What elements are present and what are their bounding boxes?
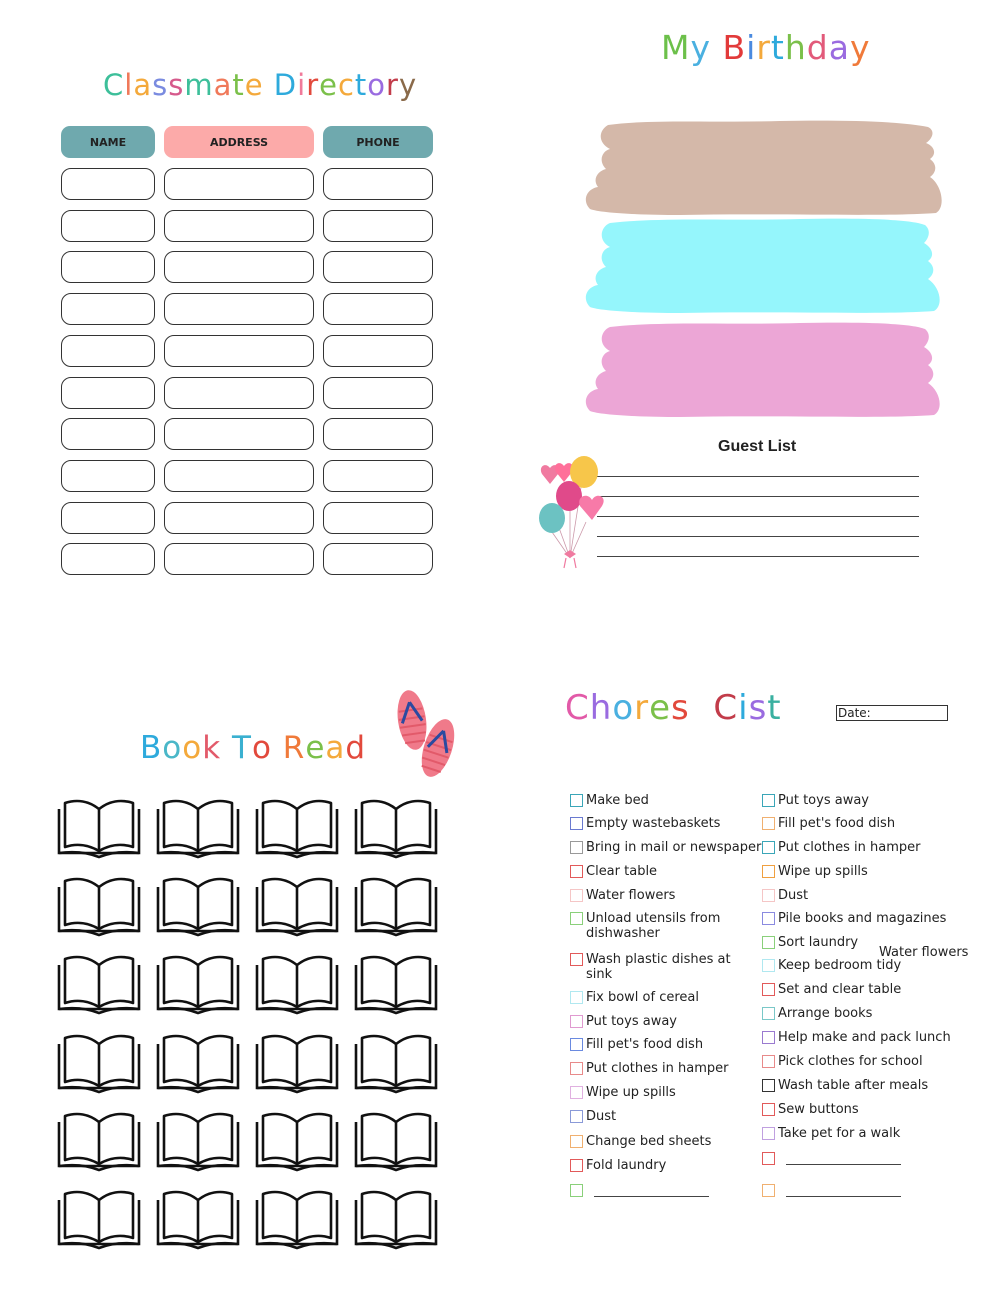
chore-checkbox[interactable] [762,794,775,807]
chore-checkbox[interactable] [570,865,583,878]
address-cell[interactable] [164,335,314,367]
chore-checkbox[interactable] [762,1152,775,1165]
open-book-icon[interactable] [154,797,242,859]
chore-label: Put toys away [778,793,869,808]
phone-cell[interactable] [323,502,433,534]
title-letter: B [722,28,747,67]
name-cell[interactable] [61,377,155,409]
title-letter: s [671,688,690,728]
chore-label: Pile books and magazines [778,911,947,926]
chore-label: Set and clear table [778,982,902,997]
flip-flops-icon [394,688,462,784]
title-letter: a [133,68,153,102]
balloons-icon [536,454,606,572]
title-letter: y [849,28,871,67]
name-cell[interactable] [61,418,155,450]
guest-list-title: Guest List [718,438,797,455]
name-cell[interactable] [61,210,155,242]
title-letter: d [806,28,829,67]
title-letter: i [297,68,307,102]
title-letter: s [748,688,768,728]
chore-blank-line[interactable] [594,1196,709,1197]
address-cell[interactable] [164,251,314,283]
title-letter: C [565,688,590,728]
chore-label: Put clothes in hamper [778,840,921,855]
title-letter: t [767,688,782,728]
title-letter: c [337,68,355,102]
address-cell[interactable] [164,460,314,492]
chore-checkbox[interactable] [570,912,583,925]
phone-cell[interactable] [323,210,433,242]
title-letter: T [232,730,252,766]
chore-checkbox[interactable] [570,991,583,1004]
open-book-icon[interactable] [352,953,440,1015]
title-letter: s [152,68,169,102]
open-book-icon[interactable] [55,1188,143,1250]
guest-line[interactable] [597,556,919,557]
open-book-icon[interactable] [352,1110,440,1172]
chore-label: Take pet for a walk [778,1126,901,1141]
address-cell[interactable] [164,502,314,534]
title-letter: r [756,28,771,67]
chore-checkbox[interactable] [570,1135,583,1148]
chore-checkbox[interactable] [570,953,583,966]
chore-checkbox[interactable] [762,817,775,830]
chore-checkbox[interactable] [570,1184,583,1197]
open-book-icon[interactable] [352,797,440,859]
phone-cell[interactable] [323,251,433,283]
chore-label: Put clothes in hamper [586,1061,729,1076]
phone-cell[interactable] [323,460,433,492]
open-book-icon[interactable] [253,1032,341,1094]
phone-cell[interactable] [323,377,433,409]
name-cell[interactable] [61,335,155,367]
phone-cell[interactable] [323,418,433,450]
open-book-icon[interactable] [154,1188,242,1250]
chore-checkbox[interactable] [570,1038,583,1051]
chore-label: Clear table [586,864,658,879]
name-cell[interactable] [61,543,155,575]
title-letter: o [251,730,272,766]
chore-checkbox[interactable] [570,817,583,830]
name-column-header: NAME [61,126,155,158]
title-letter [711,28,723,67]
title-letter: e [305,730,326,766]
chore-checkbox[interactable] [570,1110,583,1123]
chore-checkbox[interactable] [762,1127,775,1140]
chore-label: Fill pet's food dish [586,1037,704,1052]
chore-checkbox[interactable] [762,983,775,996]
title-letter [272,730,283,766]
open-book-icon[interactable] [55,875,143,937]
chore-label: Wash table after meals [778,1078,929,1093]
chore-label: Unload utensils from dishwasher [586,911,721,941]
chore-checkbox[interactable] [762,912,775,925]
chore-checkbox[interactable] [762,1031,775,1044]
chore-checkbox[interactable] [762,959,775,972]
guest-line[interactable] [597,496,919,497]
chore-label: Arrange books [778,1006,873,1021]
title-letter: B [140,730,163,766]
title-letter: m [184,68,214,102]
title-letter: i [746,28,757,67]
band-pink [586,323,940,417]
chore-label: Fill pet's food dish [778,816,896,831]
name-cell[interactable] [61,251,155,283]
chore-label: Put toys away [586,1014,677,1029]
chore-blank-line[interactable] [786,1164,901,1165]
chore-label: Sew buttons [778,1102,859,1117]
chore-checkbox[interactable] [570,841,583,854]
chore-checkbox[interactable] [762,841,775,854]
title-letter: a [213,68,233,102]
open-book-icon[interactable] [55,797,143,859]
guest-line[interactable] [597,476,919,477]
address-cell[interactable] [164,377,314,409]
title-letter: s [168,68,185,102]
chore-checkbox[interactable] [570,1086,583,1099]
title-letter: t [770,28,785,67]
open-book-icon[interactable] [352,875,440,937]
chore-extra-label: Water flowers [879,945,969,960]
band-cyan [586,219,940,313]
title-letter: o [162,730,183,766]
title-letter: h [589,688,613,728]
guest-line[interactable] [597,516,919,517]
title-letter: t [354,68,368,102]
name-cell[interactable] [61,293,155,325]
open-book-icon[interactable] [352,1188,440,1250]
chore-checkbox[interactable] [762,1103,775,1116]
title-letter [702,688,714,728]
address-cell[interactable] [164,168,314,200]
title-letter [690,688,702,728]
open-book-icon[interactable] [352,1032,440,1094]
address-cell[interactable] [164,418,314,450]
title-letter: l [124,68,134,102]
title-letter: d [345,730,367,766]
chores-title [565,688,782,728]
date-field[interactable] [836,705,948,721]
open-book-icon[interactable] [154,953,242,1015]
title-letter: e [319,68,338,102]
chore-label: Fix bowl of cereal [586,990,699,1005]
chore-label: Wipe up spills [778,864,868,879]
address-cell[interactable] [164,210,314,242]
title-letter: o [367,68,387,102]
title-letter: C [103,68,125,102]
title-letter: o [612,688,635,728]
phone-column-header: PHONE [323,126,433,158]
band-brown [586,121,942,215]
birthday-color-bands [580,115,950,425]
chore-checkbox[interactable] [762,1007,775,1020]
title-letter: C [713,688,739,728]
chore-blank-line[interactable] [786,1196,901,1197]
title-letter: D [273,68,298,102]
title-letter: r [634,688,650,728]
name-cell[interactable] [61,168,155,200]
books-title [140,730,366,766]
title-letter: r [386,68,399,102]
chore-label: Help make and pack lunch [778,1030,951,1045]
directory-title [103,68,417,102]
address-column-header: ADDRESS [164,126,314,158]
title-letter: t [232,68,245,102]
open-book-icon[interactable] [253,797,341,859]
title-letter: e [244,68,264,102]
title-letter: k [202,730,222,766]
address-cell[interactable] [164,543,314,575]
chore-label: Empty wastebaskets [586,816,721,831]
title-letter: M [661,28,691,67]
title-letter: a [325,730,346,766]
chore-checkbox[interactable] [570,1015,583,1028]
address-cell[interactable] [164,293,314,325]
chore-label: Sort laundry [778,935,859,950]
title-letter: y [398,68,418,102]
title-letter [221,730,232,766]
title-letter: R [282,730,306,766]
chore-label: Keep bedroom tidy [778,958,902,973]
guest-line[interactable] [597,536,919,537]
phone-cell[interactable] [323,543,433,575]
open-book-icon[interactable] [253,875,341,937]
open-book-icon[interactable] [154,875,242,937]
title-letter: r [306,68,320,102]
title-letter [264,68,274,102]
chore-label: Water flowers [586,888,676,903]
chore-label: Wipe up spills [586,1085,676,1100]
chore-label: Dust [586,1109,617,1124]
title-letter: a [828,28,850,67]
phone-cell[interactable] [323,335,433,367]
chore-label: Dust [778,888,809,903]
open-book-icon[interactable] [253,1188,341,1250]
chore-checkbox[interactable] [762,936,775,949]
name-cell[interactable] [61,460,155,492]
chore-label: Fold laundry [586,1158,667,1173]
chore-checkbox[interactable] [762,889,775,902]
title-letter: o [182,730,203,766]
open-book-icon[interactable] [154,1110,242,1172]
phone-cell[interactable] [323,293,433,325]
title-letter: i [738,688,749,728]
title-letter: h [784,28,807,67]
chore-label: Pick clothes for school [778,1054,923,1069]
open-book-icon[interactable] [154,1032,242,1094]
open-book-icon[interactable] [253,953,341,1015]
open-book-icon[interactable] [55,953,143,1015]
chore-checkbox[interactable] [570,889,583,902]
chore-label: Change bed sheets [586,1134,712,1149]
open-book-icon[interactable] [55,1032,143,1094]
title-letter: y [690,28,712,67]
title-letter: e [649,688,672,728]
chore-checkbox[interactable] [762,865,775,878]
chore-label: Bring in mail or newspaper [586,840,762,855]
phone-cell[interactable] [323,168,433,200]
name-cell[interactable] [61,502,155,534]
chore-checkbox[interactable] [762,1184,775,1197]
date-label: Date: [838,706,871,720]
chore-label: Make bed [586,793,649,808]
chore-checkbox[interactable] [570,794,583,807]
chore-checkbox[interactable] [570,1159,583,1172]
open-book-icon[interactable] [55,1110,143,1172]
chore-label: Wash plastic dishes at sink [586,952,731,982]
chore-checkbox[interactable] [762,1055,775,1068]
open-book-icon[interactable] [253,1110,341,1172]
birthday-title [661,28,871,67]
chore-checkbox[interactable] [762,1079,775,1092]
chore-checkbox[interactable] [570,1062,583,1075]
